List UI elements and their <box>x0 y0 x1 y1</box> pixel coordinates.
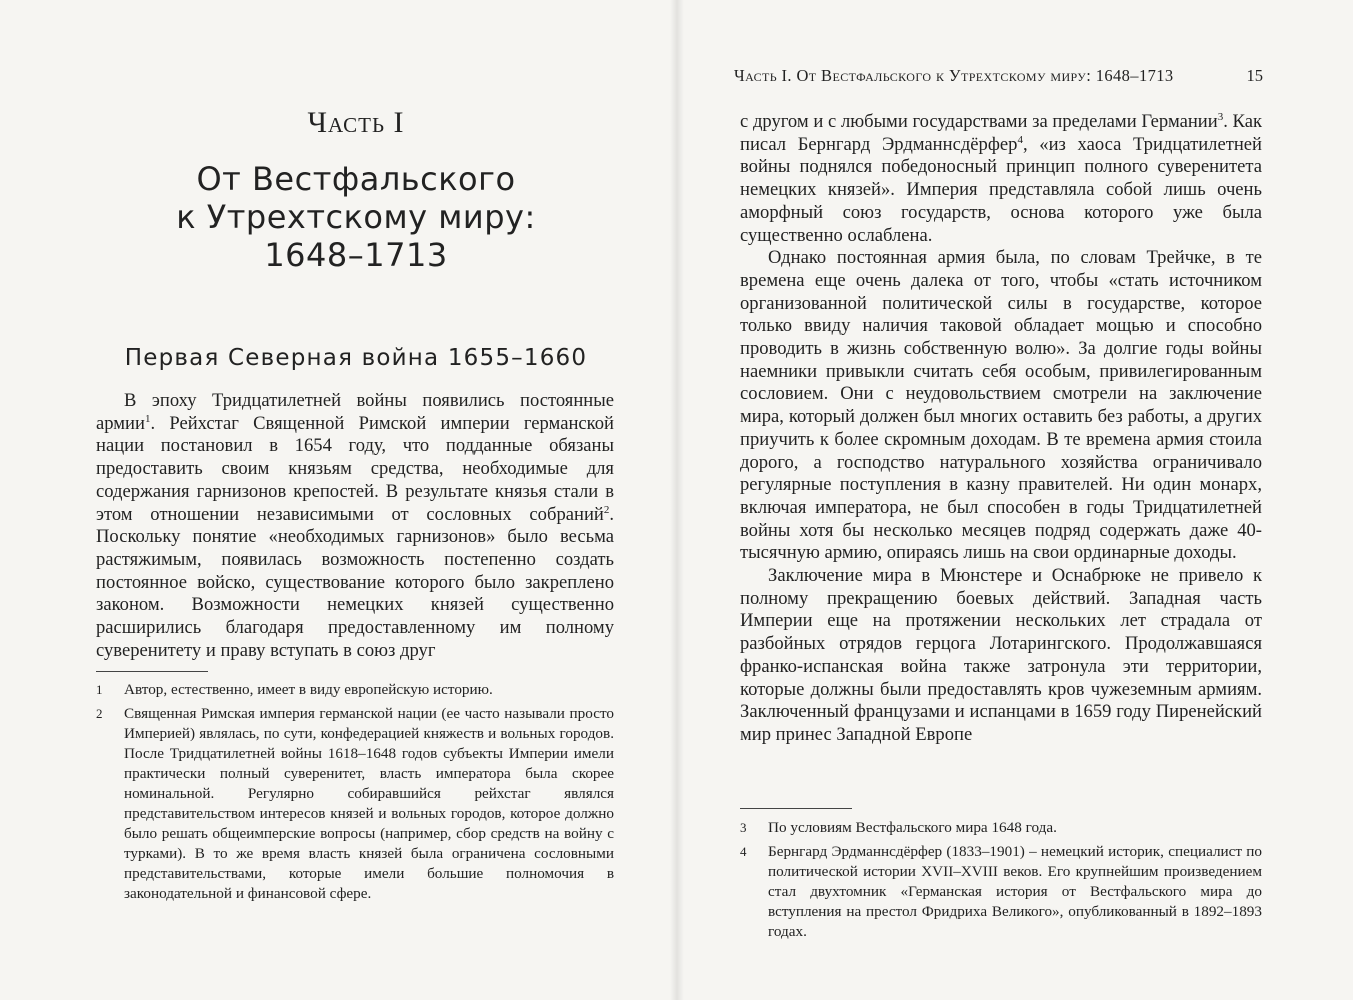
footnote-number: 3 <box>740 820 747 835</box>
footnote-number: 1 <box>96 682 103 697</box>
footnotes-left <box>96 680 614 908</box>
footnote-ref: 1 <box>144 412 151 425</box>
paragraph: Однако постоянная армия была, по словам Трейчке, в те времена еще очень далека от того, чтобы «стать источником организованной политической силы в государстве, которое только ввиду наличия таковой обладает мощью и способно проводить в жизнь собственную волю». За долгие годы войны наемники привыкли считать себя особым, привилегированным сословием. Они с неудовольствием смотрели на заключение мира, который должен был многих оставить без работы, а других приучить к более скромным доходам. В те времена армия стоила дорого, а господство натурального хозяйства ограничивало регулярные поступления в казну правителей. Ни один монарх, включая императора, не был способен в годы Тридцатилетней войны хотя бы несколько месяцев подряд содержать даже 40-тысячную армию, опираясь лишь на свои ординарные доходы. <box>740 247 1262 564</box>
text-segment: с другом и с любыми государствами за пределами Германии <box>740 111 1218 132</box>
right-page <box>677 0 1353 1000</box>
footnote <box>96 704 614 904</box>
paragraph <box>740 111 1262 247</box>
footnote <box>740 818 1262 838</box>
left-page <box>0 0 676 1000</box>
footnote-text: Автор, естественно, имеет в виду европейскую историю. <box>124 681 493 698</box>
paragraph <box>96 390 614 662</box>
text-segment: В эпоху Тридцатилетней войны появились постоянные армии <box>96 390 614 434</box>
section-title: Первая Северная война 1655–1660 <box>124 345 588 371</box>
footnote-text: Бернгард Эрдманнсдёрфер (1833–1901) – немецкий историк, специалист по политической истории XVII–XVIII веков. Его крупнейшим произведением стал двухтомник «Германская история от Вестфальского мира до вступления на престол Фридриха Великого», опубликованный в 1892–1893 годах. <box>768 843 1262 940</box>
text-segment: , «из хаоса Тридцатилетней войны поднялся победоносный принцип полного суверенитета немецких князей». Империя представляла собой лишь очень аморфный союз государств, основа которого уже была существенно ослаблена. <box>740 133 1262 246</box>
body-text-right <box>740 111 1262 747</box>
footnote-text: По условиям Вестфальского мира 1648 года. <box>768 819 1057 836</box>
footnote-number: 2 <box>96 706 103 721</box>
paragraph: Заключение мира в Мюнстере и Оснабрюке не привело к полному прекращению боевых действий. Западная часть Империи еще на протяжении нескольких лет страдала от разбойных отрядов герцога Лотарингского. Продолжавшаяся франко-испанская война также затронула эти территории, которые должны были предоставлять кров чужеземным армиям. Заключенный французами и испанцами в 1659 году Пиренейский мир принес Западной Европе <box>740 565 1262 745</box>
footnote <box>740 842 1262 942</box>
footnote-divider <box>740 808 852 809</box>
text-segment: . Рейхстаг Священной Римской империи германской нации постановил в 1654 году, что подданные обязаны предоставить своим князьям средства, необходимые для содержания гарнизонов крепостей. В результате князья стали в этом отношении независимыми от сословных собраний <box>96 412 614 525</box>
footnote-number: 4 <box>740 844 747 859</box>
part-title-line: к Утрехтскому миру: <box>176 198 536 236</box>
footnote-divider <box>96 671 208 672</box>
part-title <box>96 160 616 274</box>
part-label: Часть I <box>307 106 405 139</box>
footnote-ref: 2 <box>603 503 610 516</box>
body-text-left <box>96 390 614 662</box>
part-title-line: От Вестфальского <box>196 160 516 198</box>
footnote-text: Священная Римская империя германской нации (ее часто называли просто Империей) являлась, по сути, конфедерацией княжеств и вольных городов. После Тридцатилетней войны 1618–1648 годов субъекты Империи имели практически полный суверенитет, власть императора была скорее номинальной. Регулярно собиравшийся рейхстаг являлся представительством интересов князей и вольных городов, которое должно было решать общеимперские вопросы (например, сбор средств на войну с турками). В то же время власть князей была ограничена сословными представительствами, которые имели большие полномочия в законодательной и финансовой сфере. <box>124 705 614 902</box>
part-title-line: 1648–1713 <box>264 236 448 274</box>
footnote <box>96 680 614 700</box>
footnote-ref: 3 <box>1217 110 1224 123</box>
text-segment: . Поскольку понятие «необходимых гарнизонов» было весьма растяжимым, появилась возможность постепенно создать постоянное войско, существование которого было закреплено законом. Возможности немецких князей существенно расширились благодаря предоставленному им полному суверенитету и праву вступать в союз друг <box>96 503 614 661</box>
running-head: Часть I. От Вестфальского к Утрехтскому миру: 1648–1713 <box>734 66 1174 85</box>
page-number: 15 <box>1246 66 1263 85</box>
text-segment: . Как писал Бернгард Эрдманнсдёрфер <box>740 111 1262 155</box>
footnotes-right <box>740 818 1262 946</box>
footnote-ref: 4 <box>1017 133 1023 146</box>
